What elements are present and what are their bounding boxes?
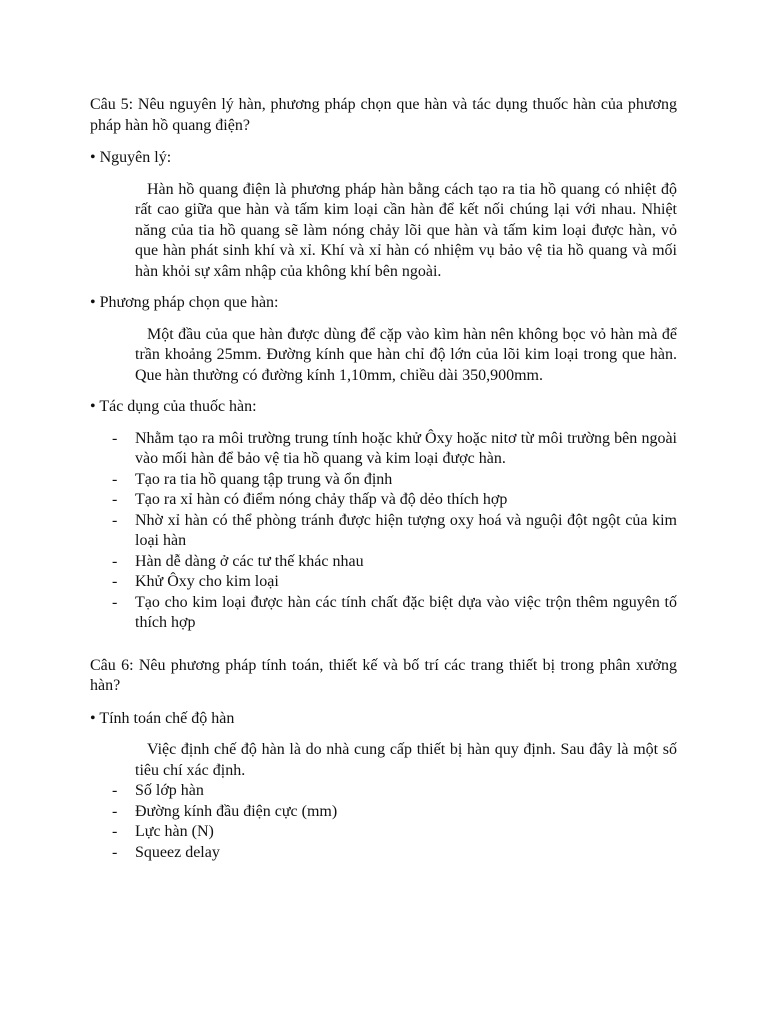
dash-marker: - — [112, 552, 118, 570]
calc-text: Việc định chế độ hàn là do nhà cung cấp thiết bị hàn quy định. Sau đây là một số tiêu chí xác định. — [135, 741, 677, 779]
list-item — [90, 843, 677, 864]
calc-list — [90, 781, 677, 863]
list-item-text: Đường kính đầu điện cực (mm) — [135, 802, 338, 820]
list-item-text: Tạo ra tia hồ quang tập trung và ổn định — [135, 470, 393, 488]
electrode-heading: • Phương pháp chọn que hàn: — [90, 294, 279, 311]
list-item — [90, 822, 677, 843]
dash-marker: - — [112, 843, 118, 861]
list-item-text: Nhằm tạo ra môi trường trung tính hoặc khử Ôxy hoặc nitơ từ môi trường bên ngoài vào mối hàn để bảo vệ tia hồ quang và kim loại được hàn. — [135, 429, 677, 467]
dash-marker: - — [112, 470, 118, 488]
list-item — [90, 802, 677, 823]
list-item — [90, 572, 677, 593]
dash-marker: - — [112, 802, 118, 820]
list-item — [90, 511, 677, 552]
list-item-text: Nhờ xỉ hàn có thể phòng tránh được hiện tượng oxy hoá và nguội đột ngột của kim loại hàn — [135, 511, 677, 549]
dash-marker: - — [112, 823, 118, 840]
question-5-title: Câu 5: Nêu nguyên lý hàn, phương pháp chọn que hàn và tác dụng thuốc hàn của phương pháp hàn hồ quang điện? — [90, 96, 677, 134]
list-item — [90, 490, 677, 511]
dash-marker: - — [112, 429, 118, 447]
list-item-text: Số lớp hàn — [135, 782, 204, 799]
list-item-text: Lực hàn (N) — [135, 823, 214, 840]
flux-heading: • Tác dụng của thuốc hàn: — [90, 398, 257, 415]
list-item-text: Squeez delay — [135, 843, 220, 861]
list-item — [90, 429, 677, 470]
calc-paragraph — [135, 740, 677, 781]
list-item-text: Tạo cho kim loại được hàn các tính chất đặc biệt dựa vào việc trộn thêm nguyên tố thích hợp — [135, 593, 677, 631]
electrode-text: Một đầu của que hàn được dùng để cặp vào kìm hàn nên không bọc vỏ hàn mà để trần khoảng 25mm. Đường kính que hàn chỉ độ lớn của lõi kim loại trong que hàn. Que hàn thường có đường kính 1,10mm, chiều dài 350,900mm. — [135, 325, 677, 384]
electrode-paragraph — [135, 325, 677, 387]
list-item — [90, 470, 677, 491]
list-item — [90, 781, 677, 802]
calc-heading: • Tính toán chế độ hàn — [90, 709, 235, 727]
principle-text: Hàn hồ quang điện là phương pháp hàn bằng cách tạo ra tia hồ quang có nhiệt độ rất cao giữa que hàn và tấm kim loại cần hàn để kết nối chúng lại với nhau. Nhiệt năng của tia hồ quang sẽ làm nóng chảy lõi que hàn và tấm kim loại được hàn, vỏ que hàn phát sinh khí và xỉ. Khí và xỉ hàn có nhiệm vụ bảo vệ tia hồ quang và mối hàn khỏi sự xâm nhập của không khí bên ngoài. — [135, 180, 677, 280]
dash-marker: - — [112, 782, 118, 799]
document-content — [90, 95, 677, 863]
dash-marker: - — [112, 593, 118, 611]
list-item — [90, 552, 677, 573]
principle-paragraph — [135, 180, 677, 283]
dash-marker: - — [112, 491, 118, 508]
principle-heading: • Nguyên lý: — [90, 149, 172, 166]
flux-list — [90, 429, 677, 634]
dash-marker: - — [112, 573, 118, 590]
list-item — [90, 593, 677, 634]
list-item-text: Khử Ôxy cho kim loại — [135, 573, 279, 590]
question-6-title: Câu 6: Nêu phương pháp tính toán, thiết kế và bố trí các trang thiết bị trong phân xưởng hàn? — [90, 656, 677, 694]
list-item-text: Hàn dễ dàng ở các tư thế khác nhau — [135, 552, 364, 570]
dash-marker: - — [112, 511, 118, 529]
list-item-text: Tạo ra xỉ hàn có điểm nóng chảy thấp và độ dẻo thích hợp — [135, 491, 508, 508]
